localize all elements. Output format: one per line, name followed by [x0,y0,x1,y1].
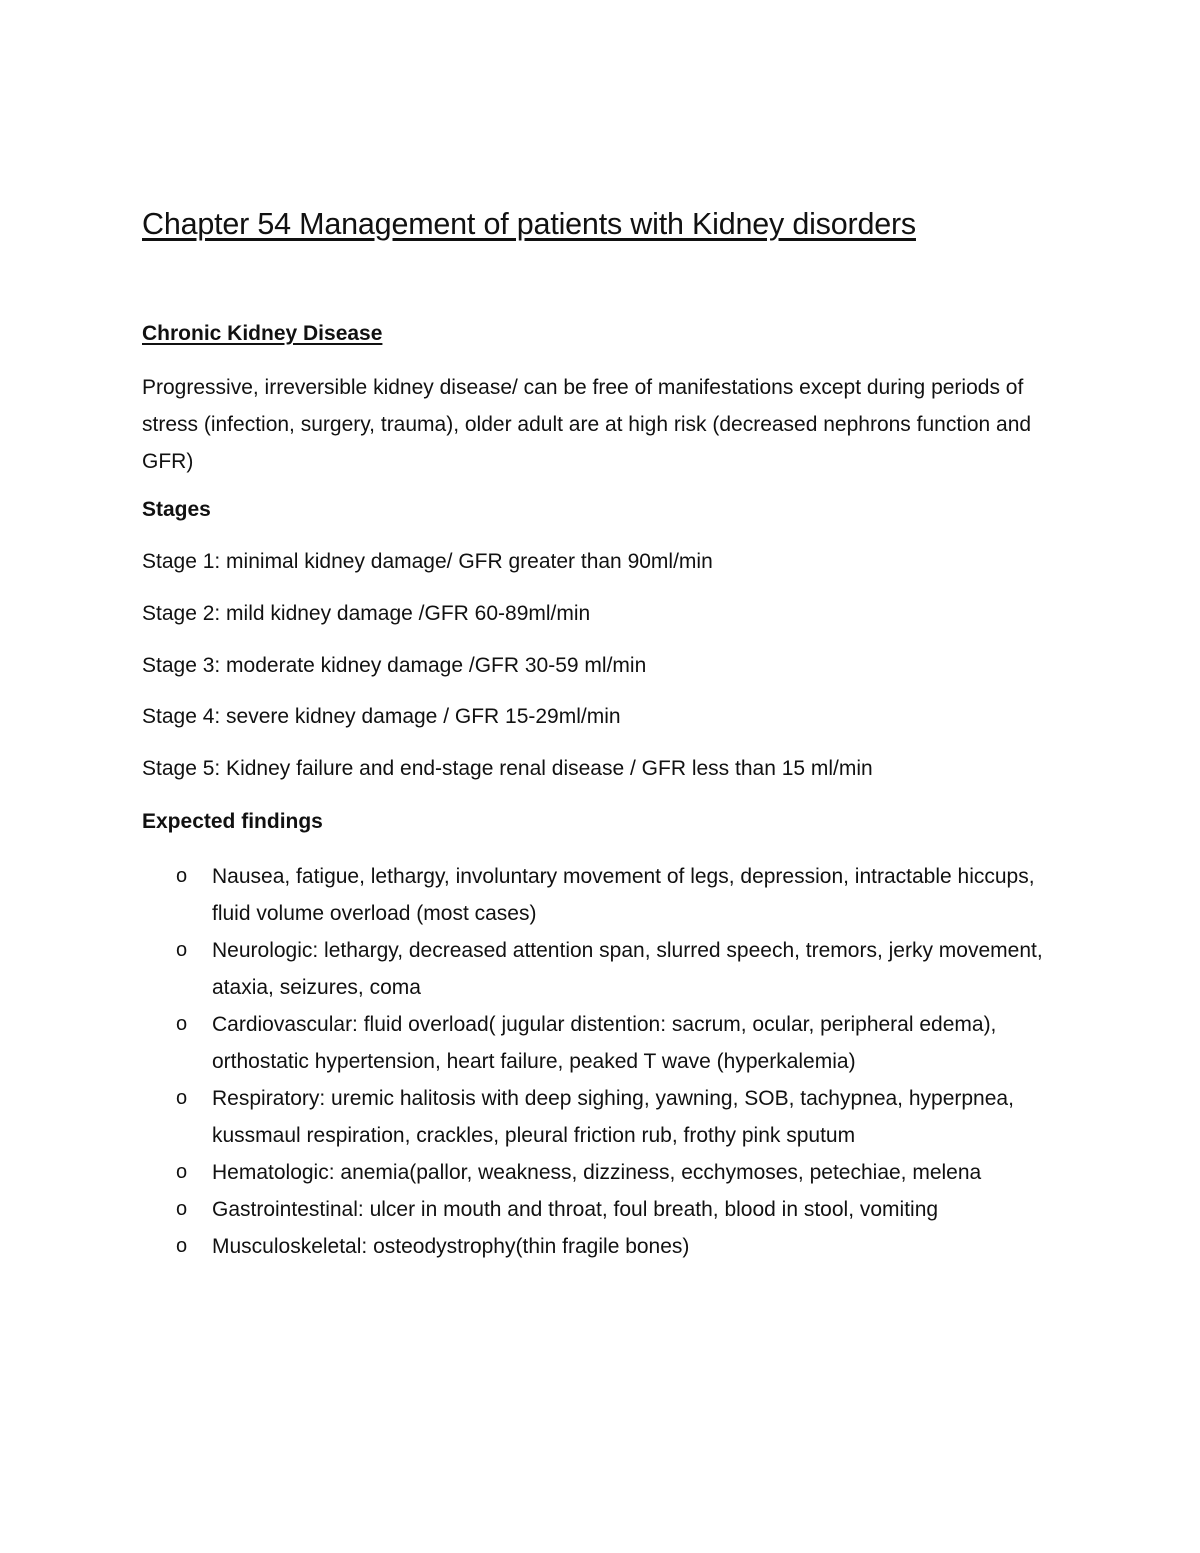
bullet-circle-icon: o [176,1235,188,1257]
list-item [142,1228,1062,1265]
finding-text: Neurologic: lethargy, decreased attention span, slurred speech, tremors, jerky movement, ataxia, seizures, coma [212,939,1043,999]
finding-text: Cardiovascular: fluid overload( jugular distention: sacrum, ocular, peripheral edema), orthostatic hypertension, heart failure, peaked T wave (hyperkalemia) [212,1013,997,1073]
finding-text: Nausea, fatigue, lethargy, involuntary movement of legs, depression, intractable hiccups, fluid volume overload (most cases) [212,865,1035,925]
stage-2: Stage 2: mild kidney damage /GFR 60-89ml/min [142,602,591,625]
findings-list [142,858,1082,1265]
finding-text: Gastrointestinal: ulcer in mouth and throat, foul breath, blood in stool, vomiting [212,1198,939,1221]
finding-text: Musculoskeletal: osteodystrophy(thin fragile bones) [212,1235,690,1258]
stage-4: Stage 4: severe kidney damage / GFR 15-29ml/min [142,705,621,728]
list-item [142,1080,1062,1154]
list-item [142,932,1062,1006]
bullet-circle-icon: o [176,939,188,961]
list-item [142,1191,1062,1228]
document-title: Chapter 54 Management of patients with Kidney disorders [142,207,916,241]
stages-heading: Stages [142,498,211,521]
list-item [142,858,1062,932]
ckd-description: Progressive, irreversible kidney disease/ can be free of manifestations except during periods of stress (infection, surgery, trauma), older adult are at high risk (decreased nephrons function and GFR) [142,376,1032,473]
stage-1: Stage 1: minimal kidney damage/ GFR greater than 90ml/min [142,550,713,573]
bullet-circle-icon: o [176,1161,188,1183]
stage-3: Stage 3: moderate kidney damage /GFR 30-59 ml/min [142,654,647,677]
ckd-heading: Chronic Kidney Disease [142,322,383,345]
stage-5: Stage 5: Kidney failure and end-stage renal disease / GFR less than 15 ml/min [142,757,873,780]
bullet-circle-icon: o [176,1087,188,1109]
findings-heading: Expected findings [142,810,323,833]
list-item [142,1006,1062,1080]
bullet-circle-icon: o [176,1013,188,1035]
finding-text: Hematologic: anemia(pallor, weakness, dizziness, ecchymoses, petechiae, melena [212,1161,982,1184]
list-item [142,1154,1062,1191]
bullet-circle-icon: o [176,865,188,887]
bullet-circle-icon: o [176,1198,188,1220]
finding-text: Respiratory: uremic halitosis with deep sighing, yawning, SOB, tachypnea, hyperpnea, kussmaul respiration, crackles, pleural friction rub, frothy pink sputum [212,1087,1014,1147]
